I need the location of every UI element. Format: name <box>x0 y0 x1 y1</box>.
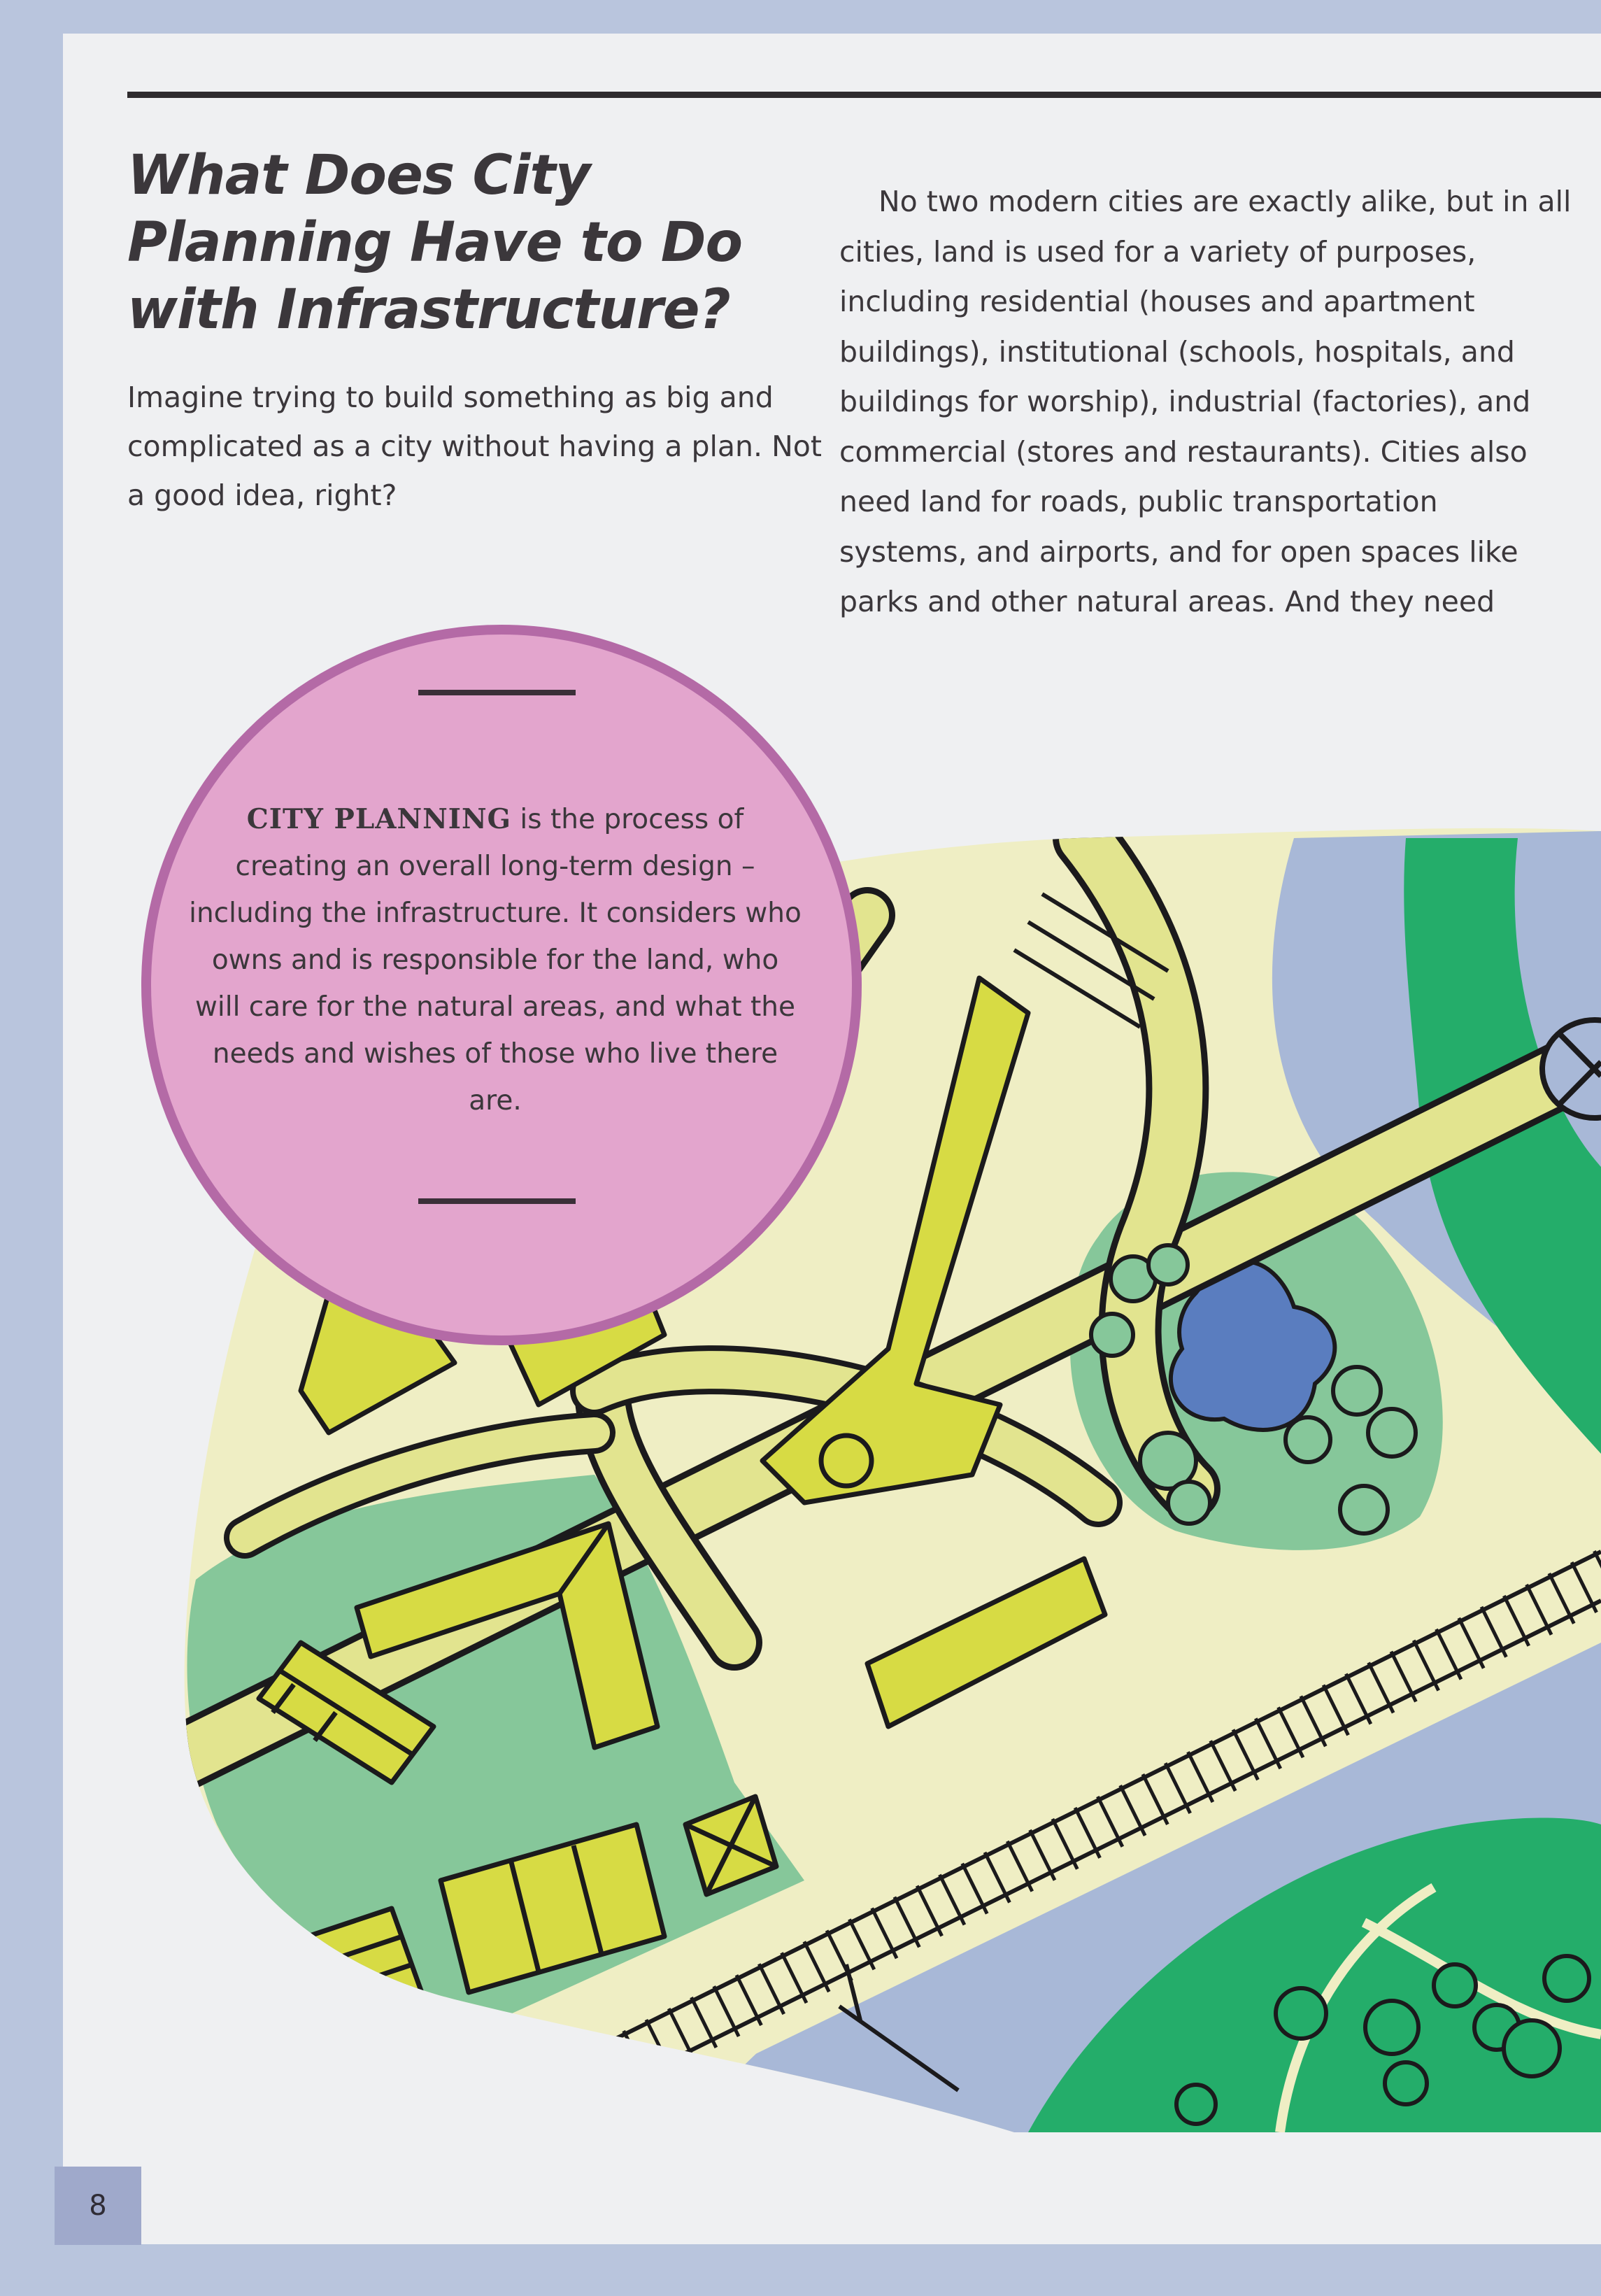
body-paragraph: No two modern cities are exactly alike, but in all cities, land is used for a variety of purposes, including residential (houses and apartment buildings), institutional (schools, hospitals, and buildings for worship), industrial (factories), and commercial (stores and restaurants). Cities also need land for roads, public transportation systems, and airports, and for open spaces like parks and other natural areas. And they need <box>839 185 1572 618</box>
rail-tie <box>556 2064 581 2115</box>
definition-text <box>187 796 803 1124</box>
book-page <box>63 34 1601 2244</box>
page-number-box <box>55 2167 141 2245</box>
rail-tie <box>511 2087 535 2137</box>
rail-tie <box>488 2098 513 2148</box>
rail-tie <box>466 2109 490 2160</box>
title-line-2: Planning Have to Do <box>127 211 743 274</box>
definition-term: CITY PLANNING <box>246 803 511 835</box>
rail-tie <box>578 2053 603 2104</box>
rail-tie <box>534 2076 558 2126</box>
bubble-bottom-rule <box>418 1198 576 1204</box>
intro-paragraph: Imagine trying to build something as big and complicated as a city without having a plan. Not a good idea, right? <box>127 381 822 512</box>
bubble-top-rule <box>418 690 576 695</box>
title-line-3: with Infrastructure? <box>127 278 730 341</box>
page-number: 8 <box>89 2190 107 2222</box>
definition-body: is the process of creating an overall long-term design – including the infrastructure. It considers who owns and is responsible for the land, who will care for the natural areas, and what the needs and wishes of those who live there are. <box>189 804 802 1117</box>
rail-tie <box>601 2042 625 2092</box>
title-line-1: What Does City <box>127 144 590 207</box>
